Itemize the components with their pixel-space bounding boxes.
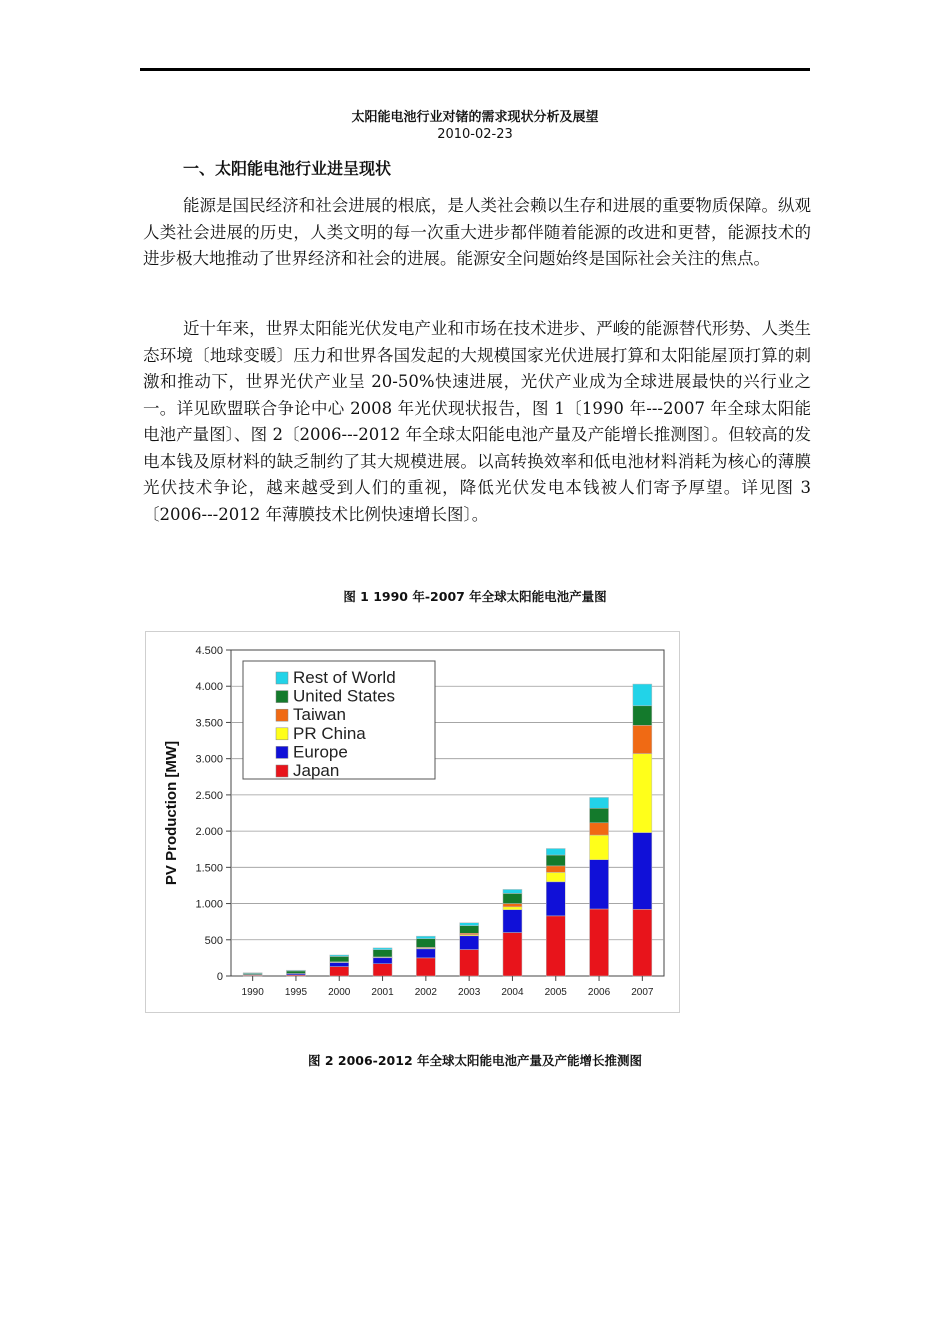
bar-segment <box>633 754 652 833</box>
x-tick-label: 2007 <box>631 987 654 998</box>
bar-segment <box>546 866 565 873</box>
bar-segment <box>330 956 349 961</box>
bar-segment <box>373 950 392 957</box>
bar-segment <box>633 833 652 910</box>
y-tick-label: 2.500 <box>195 789 223 802</box>
bar-segment <box>546 882 565 916</box>
bar-segment <box>330 962 349 966</box>
document-date: 2010-02-23 <box>437 127 513 142</box>
bar-segment <box>503 933 522 976</box>
legend-swatch <box>276 672 288 684</box>
bar-segment <box>590 909 609 976</box>
bar-segment <box>330 955 349 956</box>
bar-segment <box>416 936 435 939</box>
y-tick-label: 1.500 <box>195 862 223 875</box>
bar-segment <box>373 948 392 950</box>
legend-swatch <box>276 691 288 703</box>
y-tick-label: 3.500 <box>195 717 223 730</box>
legend-label: Rest of World <box>293 668 396 687</box>
bar-segment <box>590 835 609 860</box>
legend-swatch <box>276 746 288 758</box>
bar-segment <box>503 904 522 907</box>
y-tick-label: 0 <box>216 971 223 983</box>
bar-segment <box>243 973 262 974</box>
section-heading: 一、太阳能电池行业进呈现状 <box>183 159 392 178</box>
legend-swatch <box>276 765 288 777</box>
legend-label: Japan <box>293 761 340 780</box>
bar-segment <box>373 958 392 964</box>
legend-label: Taiwan <box>293 705 346 725</box>
bar-segment <box>633 909 652 976</box>
figure-2-caption: 图 2 2006-2012 年全球太阳能电池产量及产能增长推测图 <box>307 1053 643 1068</box>
paragraph-2: 近十年来，世界太阳能光伏发电产业和市场在技术进步、严峻的能源替代形势、人类生态环境〔地球变暖〕压力和世界各国发起的大规模国家光伏进展打算和太阳能屋顶打算的刺激和推动下，世界光伏产业呈 20-50%快速进展，光伏产业成为全球进展最快的兴行业之一。详见欧盟联合争论中心 2008 年光伏现状报告，图 1〔1990 年---2007 年全球太阳能电池产量图〕、图 2〔2006---2012 年全球太阳能电池产量及产能增长推测图〕。但较高的发电本钱及原材料的缺乏制约了其大规模进展。以高转换效率和低电池材料消耗为核心的薄膜光伏技术争论，越来越受到人们的重视，降低光伏发电本钱被人们寄予厚望。详见图 3〔2006---2012 年薄膜技术比例快速增长图〕。 <box>143 319 811 524</box>
pv-production-chart <box>146 632 679 1012</box>
bar-segment <box>416 958 435 976</box>
x-tick-label: 2000 <box>328 987 351 998</box>
y-tick-label: 4.500 <box>195 645 223 657</box>
bar-segment <box>546 872 565 881</box>
header-rule <box>140 68 810 71</box>
legend-label: Europe <box>293 742 348 762</box>
figure-1-caption: 图 1 1990 年-2007 年全球太阳能电池产量图 <box>343 589 607 604</box>
bar-segment <box>590 808 609 822</box>
bar-segment <box>503 907 522 910</box>
bar-segment <box>546 916 565 976</box>
bar-segment <box>546 855 565 866</box>
figure-1-chart <box>145 631 680 1013</box>
y-tick-label: 4.000 <box>195 681 223 694</box>
bar-segment <box>416 939 435 948</box>
y-tick-label: 1.000 <box>195 898 223 911</box>
bar-segment <box>590 823 609 835</box>
x-tick-label: 2002 <box>414 987 437 998</box>
bar-segment <box>590 797 609 808</box>
y-tick-label: 500 <box>204 934 223 947</box>
x-tick-label: 2004 <box>501 987 524 998</box>
y-axis-label: PV Production [MW] <box>163 740 180 886</box>
bar-segment <box>330 967 349 976</box>
x-tick-label: 2005 <box>544 987 567 998</box>
x-tick-label: 1990 <box>241 987 264 998</box>
bar-segment <box>633 706 652 726</box>
legend-swatch <box>276 709 288 721</box>
bar-segment <box>503 910 522 933</box>
bar-segment <box>416 949 435 958</box>
bar-segment <box>590 860 609 909</box>
bar-segment <box>460 950 479 976</box>
x-tick-label: 1995 <box>284 987 308 998</box>
x-tick-label: 2003 <box>458 987 481 998</box>
bar-segment <box>373 964 392 976</box>
bar-segment <box>460 923 479 926</box>
bar-segment <box>503 889 522 893</box>
bar-segment <box>633 725 652 753</box>
x-tick-label: 2006 <box>587 987 611 998</box>
bar-segment <box>503 893 522 903</box>
document-title: 太阳能电池行业对锗的需求现状分析及展望 <box>351 110 599 125</box>
bar-segment <box>546 848 565 855</box>
bar-segment <box>460 936 479 950</box>
y-tick-label: 3.000 <box>195 753 223 766</box>
bar-segment <box>460 926 479 934</box>
legend-label: United States <box>293 686 396 706</box>
bar-segment <box>633 684 652 706</box>
legend-swatch <box>276 728 288 740</box>
y-tick-label: 2.000 <box>195 826 223 839</box>
bar-segment <box>286 971 305 974</box>
paragraph-1: 能源是国民经济和社会进展的根底，是人类社会赖以生存和进展的重要物质保障。纵观人类社会进展的历史，人类文明的每一次重大进步都伴随着能源的改进和更替，能源技术的进步极大地推动了世界经济和社会的进展。能源安全问题始终是国际社会关注的焦点。 <box>143 196 811 268</box>
x-tick-label: 2001 <box>371 987 394 998</box>
bar-segment <box>286 970 305 971</box>
legend-label: PR China <box>293 723 366 743</box>
